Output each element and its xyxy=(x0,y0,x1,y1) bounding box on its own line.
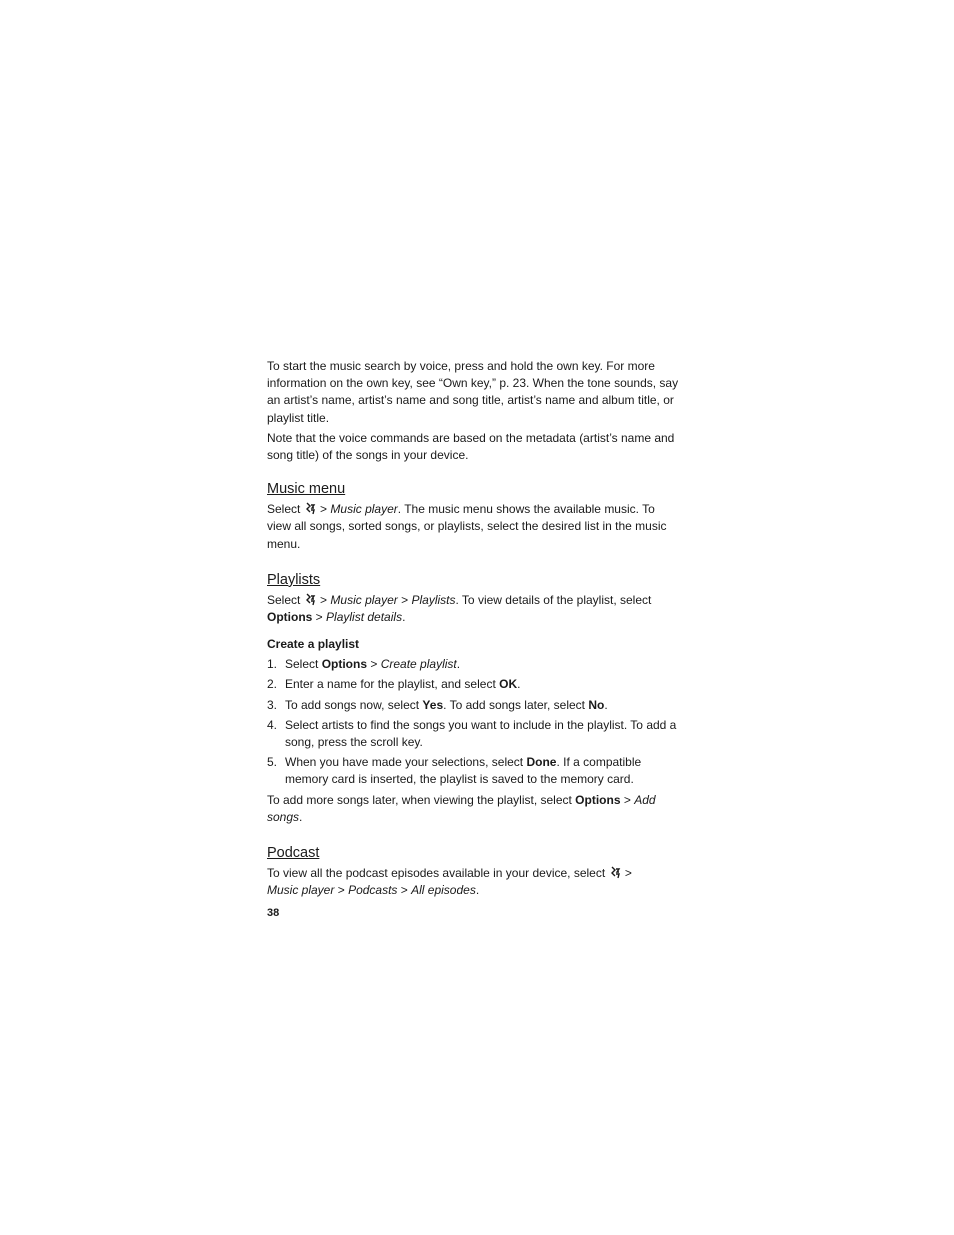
music-menu-heading: Music menu xyxy=(267,481,346,498)
intro-paragraph-2: Note that the voice commands are based on the metadata (artist’s name and song title) of the songs in your device. xyxy=(267,430,675,463)
page-number: 38 xyxy=(267,907,280,920)
list-item: 4. Select artists to find the songs you want to include in the playlist. To add a song, press the scroll key. xyxy=(267,717,677,750)
manual-page xyxy=(267,358,679,923)
create-playlist-heading: Create a playlist xyxy=(267,637,360,652)
menu-key-icon xyxy=(305,502,316,515)
podcast-heading: Podcast xyxy=(267,845,320,862)
list-item: 5. When you have made your selections, select Done. If a compatible memory card is inserted, the playlist is saved to the memory card. xyxy=(267,755,642,787)
list-item: 1. Select Options > Create playlist. xyxy=(267,657,461,672)
add-more-songs-paragraph: To add more songs later, when viewing the playlist, select Options > Add songs. xyxy=(267,792,656,824)
playlists-paragraph: Select > Music player > Playlists. To view details of the playlist, select Options > Playlist details. xyxy=(267,592,652,625)
playlists-heading: Playlists xyxy=(267,571,321,588)
menu-key-icon xyxy=(610,866,621,879)
intro-paragraph-1: To start the music search by voice, press and hold the own key. For more information on the own key, see “Own key,” p. 23. When the tone sounds, say an artist’s name, artist’s name and song title, artist’s name and album title, or playlist title. xyxy=(267,359,679,425)
podcast-paragraph: To view all the podcast episodes available in your device, select > Music player > Podcasts > All episodes. xyxy=(267,866,632,898)
menu-key-icon xyxy=(305,593,316,606)
list-item: 2. Enter a name for the playlist, and select OK. xyxy=(267,677,521,692)
list-item: 3. To add songs now, select Yes. To add songs later, select No. xyxy=(267,697,608,712)
create-playlist-steps xyxy=(267,656,679,788)
music-menu-paragraph: Select > Music player. The music menu shows the available music. To view all songs, sorted songs, or playlists, select the desired list in the music menu. xyxy=(267,502,667,551)
